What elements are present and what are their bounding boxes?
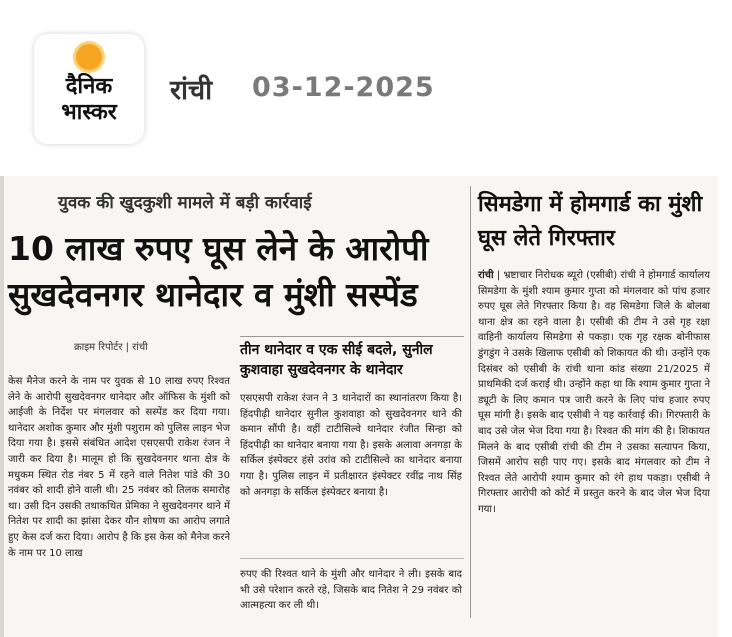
sun-icon bbox=[76, 44, 102, 70]
story2-body-text: | भ्रष्टाचार निरोधक ब्यूरो (एसीबी) रांची ने होमगार्ड कार्यालय सिमडेगा के मुंशी श्याम कुमार गुप्ता को मंगलवार को पांच हजार रुपए घूस लेते गिरफ्तार किया है। वह सिमडेगा जिले के बोलबा थाना क्षेत्र का रहने वाला है। एसीबी की टीम ने उसे गृह रक्षा वाहिनी कार्यालय सिमडेगा से पकड़ा। एक गृह रक्षक बोनीफास डुंगडुंग ने उसके खिलाफ एसीबी को शिकायत की थी। उन्होंने एक दिसंबर को एसीबी के रांची थाना कांड संख्या 21/2025 में प्राथमिकी दर्ज कराई थी। उन्होंने कहा था कि श्याम कुमार गुप्ता ने ड्यूटी के लिए कमान पत्र जारी करने के लिए पांच हजार रुपए घूस मांगी है। इसके बाद एसीबी ने यह कार्रवाई की। गिरफ्तारी के बाद उसे जेल भेज दिया गया है। रिश्वत की मांग की है। शिकायत मिलने के बाद एसीबी रांची की टीम ने उसका सत्यापन किया, जिसमें आरोप सही पाए गए। इसके बाद मंगलवार को टीम ने रिश्वत लेते आरोपी श्याम कुमार को रंगे हाथ पकड़ा। एसीबी ने गिरफ्तार आरोपी को कोर्ट में प्रस्तुत करने के बाद जेल भेज दिया गया। bbox=[478, 270, 710, 515]
story1-column-2: एसएसपी राकेश रंजन ने 3 थानेदारों का स्थानांतरण किया है। हिंदपीढ़ी थानेदार सुनील कुशवाहा को सुखदेवनगर थाने की कमान सौंपी है। वहीं टाटीसिल्वे थानेदार रंजीत सिन्हा को हिंदपीढ़ी का थानेदार बनाया गया है। इसके अलावा अनगड़ा के सर्किल इंस्पेक्टर हंसे उरांव को टाटीसिल्वे का थानेदार बनाया गया है। पुलिस लाइन में प्रतीक्षारत इंस्पेक्टर रवींद्र नाथ सिंह को अनगड़ा के सर्किल इंस्पेक्टर बनाया है। bbox=[240, 393, 462, 498]
story1-column-2-continued: रुपए की रिश्वत थाने के मुंशी और थानेदार ने ली। इसके बाद भी उसे परेशान करते रहे, जिसके बाद नितेश ने 29 नवंबर को आत्महत्या कर ली थी। bbox=[240, 569, 462, 612]
logo-line-2: भास्कर bbox=[61, 100, 117, 125]
story2-body bbox=[478, 268, 710, 518]
dainik-bhaskar-logo bbox=[34, 34, 144, 144]
story1-column-1: केस मैनेज करने के नाम पर युवक से 10 लाख रुपए रिश्वत लेने के आरोपी सुखदेवनगर थानेदार और ऑफिस के मुंशी को आईजी के निर्देश पर मंगलवार को सस्पेंड कर दिया गया। थानेदार अशोक कुमार और मुंशी पशुराम को पुलिस लाइन भेज दिया गया है। इससे संबंधित आदेश एसएसपी राकेश रंजन ने जारी कर दिया है। मालूम हो कि सुखदेवनगर थाना क्षेत्र के मधुकम स्थित रोड नंबर 5 में रहने वाले नितेश पांडे की 30 नवंबर को शादी होने वाली थी। 25 नवंबर को तिलक समारोह था। उसी दिन उसकी तथाकथित प्रेमिका ने सुखदेवनगर थाने में नितेश पर शादी का झांसा देकर यौन शोषण का आरोप लगाते हुए केस दर्ज करा दिया। आरोप है कि इस केस को मैनेज करने के नाम पर 10 लाख bbox=[8, 376, 230, 559]
story2-headline: सिमडेगा में होमगार्ड का मुंशी घूस लेते गिरफ्तार bbox=[478, 192, 703, 251]
edition-date: 03-12-2025 bbox=[252, 72, 435, 103]
page-header bbox=[0, 0, 732, 172]
story1-headline: 10 लाख रुपए घूस लेने के आरोपी सुखदेवनगर थानेदार व मुंशी सस्पेंड bbox=[8, 229, 429, 314]
story2-dateline: रांची bbox=[478, 270, 494, 281]
story1-byline: क्राइम रिपोर्टर | रांची bbox=[74, 342, 148, 353]
edition-city: रांची bbox=[170, 75, 213, 106]
clipping-right-margin bbox=[718, 176, 732, 637]
story1-subhead: तीन थानेदार व एक सीई बदले, सुनील कुशवाहा सुखदेवनगर के थानेदार bbox=[240, 342, 433, 378]
box-bottom-rule bbox=[240, 558, 464, 559]
subhead-rule bbox=[240, 336, 464, 337]
logo-line-1: दैनिक bbox=[65, 74, 113, 99]
clipping-left-edge bbox=[0, 176, 4, 637]
column-divider bbox=[470, 186, 471, 618]
story1-kicker: युवक की खुदकुशी मामले में बड़ी कार्रवाई bbox=[58, 193, 312, 213]
